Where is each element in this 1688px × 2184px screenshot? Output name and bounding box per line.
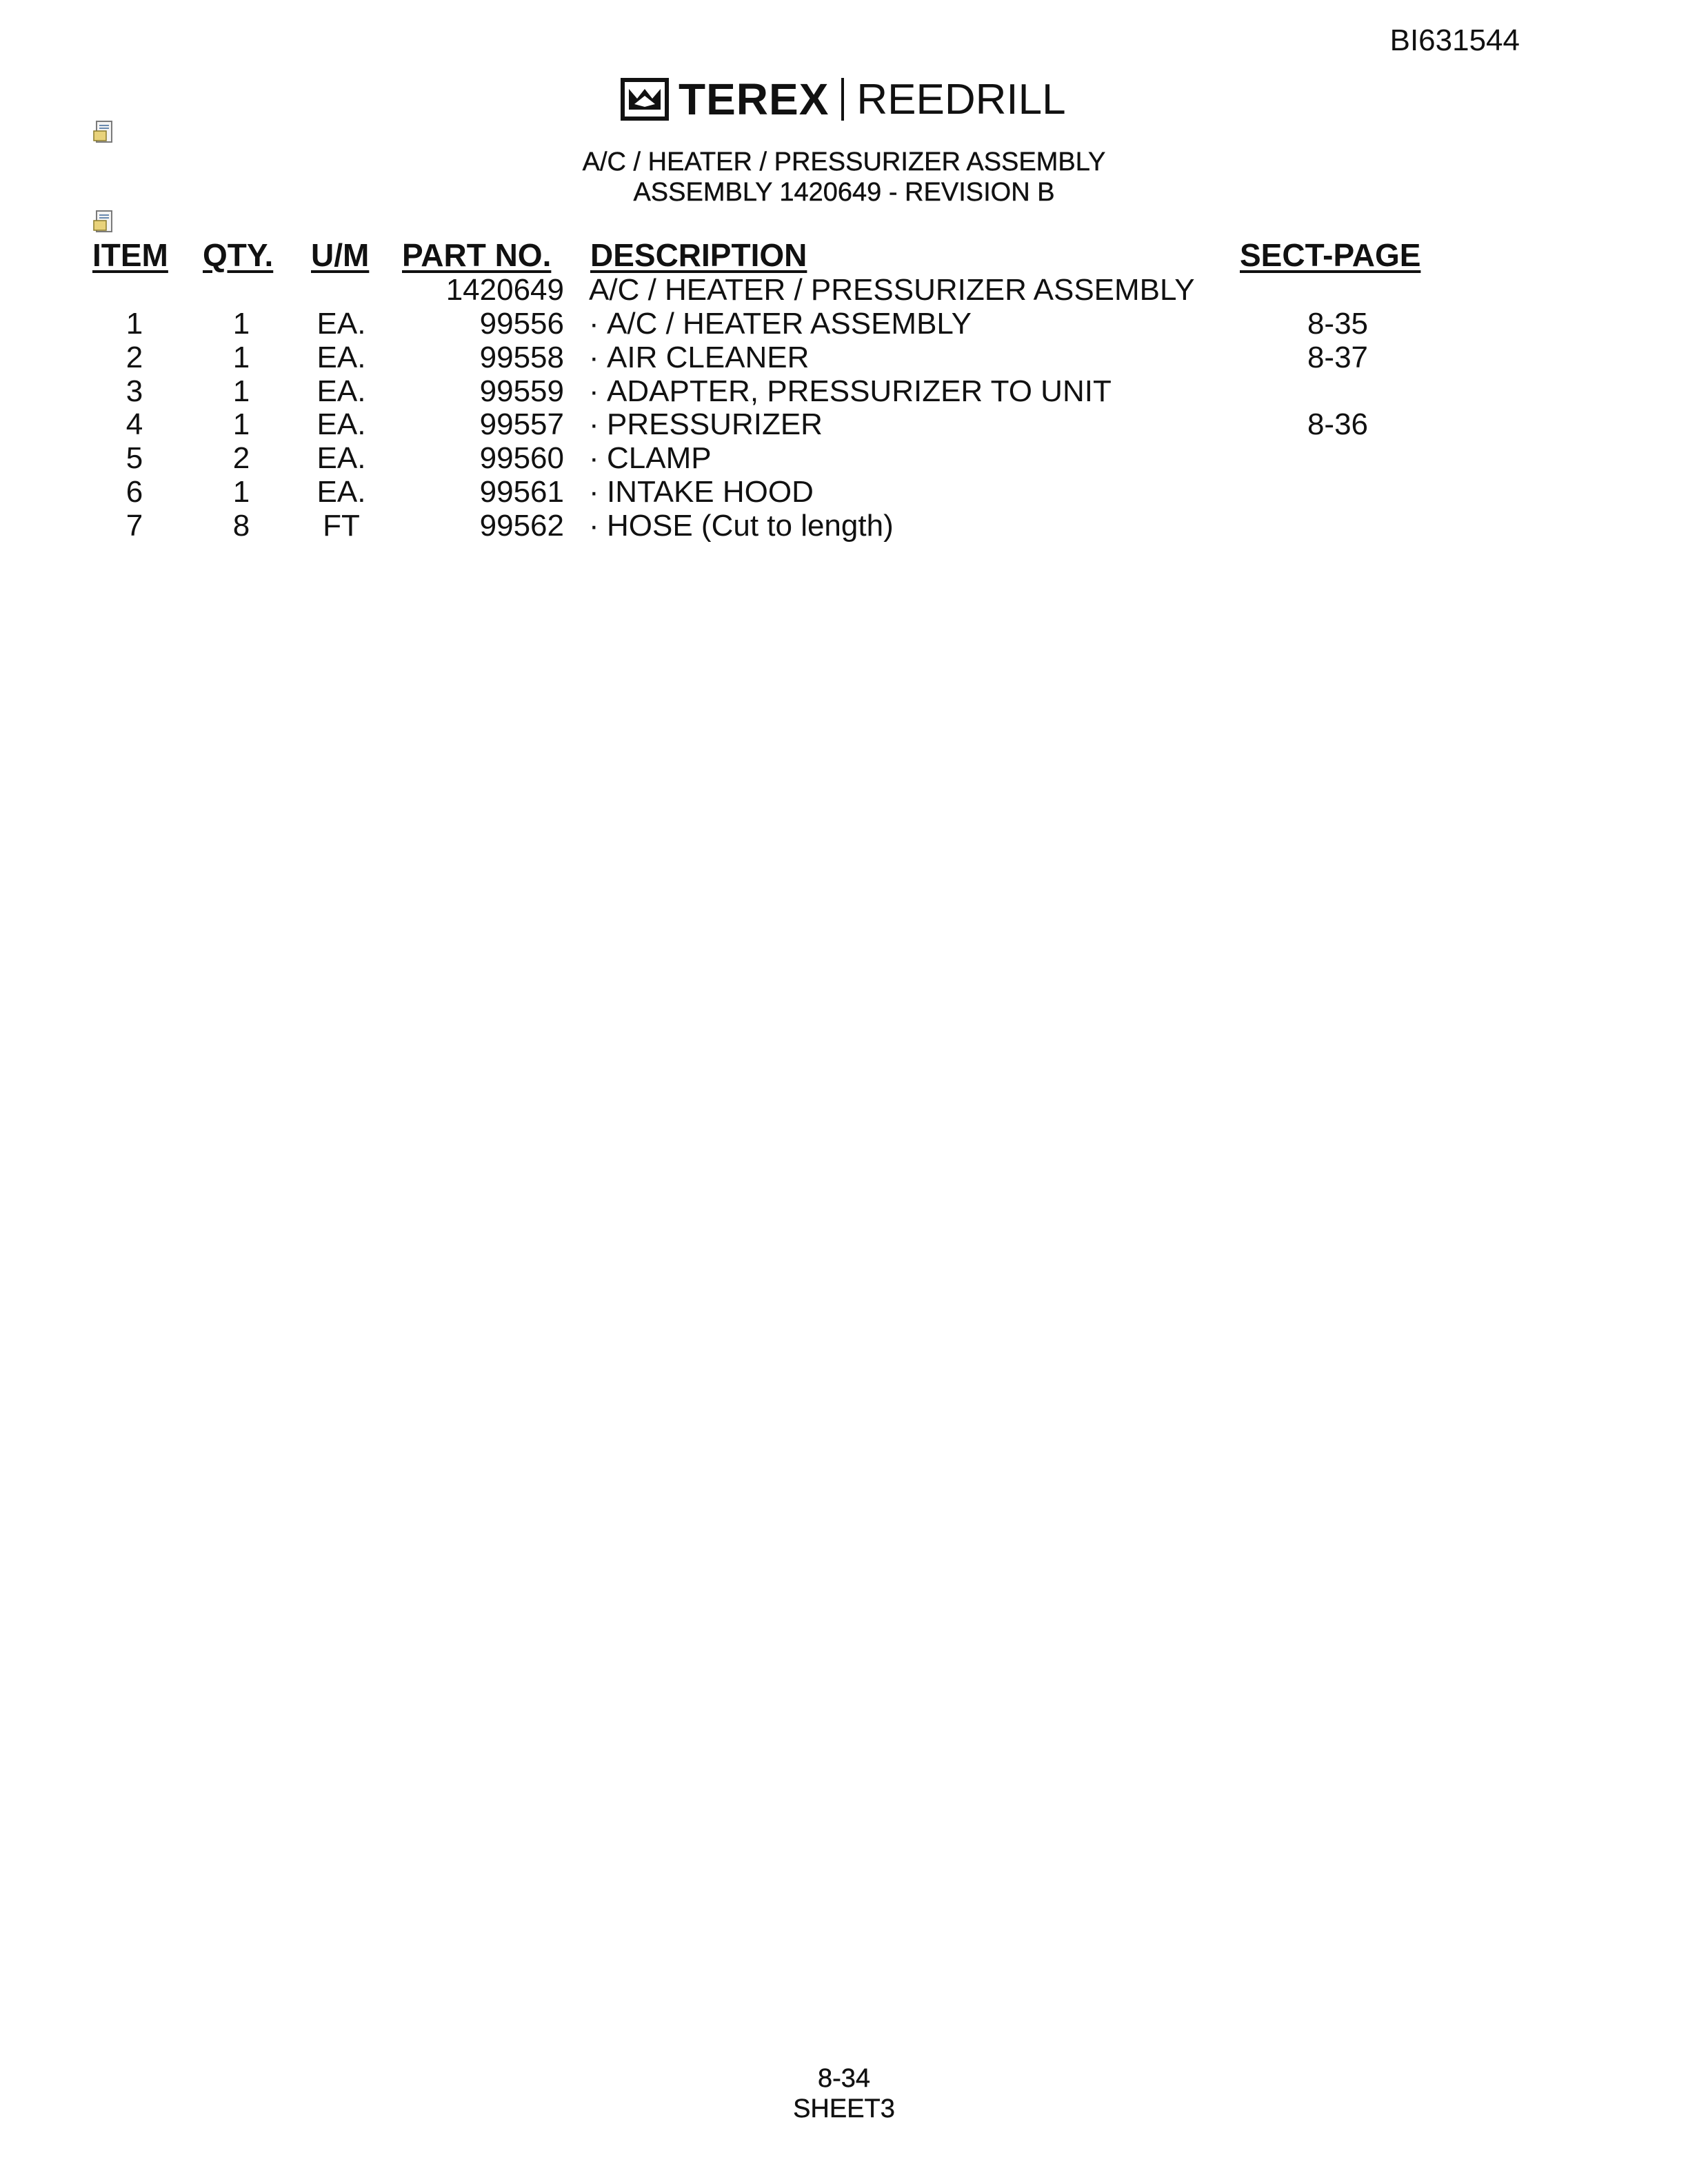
item-number: 3 [125, 374, 143, 408]
description-text: A/C / HEATER ASSEMBLY [607, 307, 972, 341]
item-number: 5 [125, 441, 143, 475]
unit-of-measure: EA. [316, 307, 366, 341]
description-text: CLAMP [607, 441, 712, 475]
unit-of-measure: EA. [316, 374, 366, 408]
header-item: ITEM [92, 237, 168, 273]
item-number: 1 [125, 307, 143, 341]
assembly-subtitle: ASSEMBLY 1420649 - REVISION B [633, 178, 1055, 207]
logo-divider [841, 78, 844, 121]
indent-bullet: · [589, 509, 599, 543]
header-qty: QTY. [203, 237, 274, 273]
description [589, 341, 809, 375]
quantity: 1 [232, 307, 250, 341]
part-number: 99558 [479, 341, 564, 374]
indent-bullet: · [589, 341, 599, 374]
quantity: 1 [232, 341, 250, 374]
description [589, 441, 712, 476]
indent-bullet: · [589, 475, 599, 509]
part-number: 99559 [479, 374, 564, 408]
attachment-icon[interactable] [92, 210, 117, 234]
quantity: 1 [232, 407, 250, 441]
document-id: BI631544 [1389, 23, 1520, 57]
quantity: 1 [232, 374, 250, 408]
header-um: U/M [311, 237, 370, 273]
assembly-title: A/C / HEATER / PRESSURIZER ASSEMBLY [582, 148, 1106, 176]
item-number: 7 [125, 509, 143, 543]
logo-brand: TEREX [679, 74, 830, 124]
part-number: 99560 [479, 441, 564, 475]
description-text: HOSE (Cut to length) [607, 509, 894, 543]
part-number: 99557 [479, 407, 564, 441]
header-part-no: PART NO. [402, 237, 552, 273]
part-number: 99561 [479, 475, 564, 509]
unit-of-measure: EA. [316, 407, 366, 441]
assembly-part-no: 1420649 [445, 273, 564, 307]
quantity: 8 [232, 509, 250, 543]
attachment-icon[interactable] [92, 120, 117, 145]
assembly-description: A/C / HEATER / PRESSURIZER ASSEMBLY [589, 273, 1195, 307]
sect-page: 8-35 [1307, 307, 1369, 341]
description-text: PRESSURIZER [607, 407, 823, 441]
item-number: 2 [125, 341, 143, 374]
terex-crown-icon [621, 78, 669, 121]
indent-bullet: · [589, 407, 599, 441]
part-number: 99556 [479, 307, 564, 341]
indent-bullet: · [589, 441, 599, 475]
description [589, 509, 894, 543]
terex-reedrill-logo [621, 72, 1066, 127]
logo-sub: REEDRILL [856, 75, 1066, 123]
unit-of-measure: FT [323, 509, 360, 543]
sheet-label: SHEET3 [793, 2094, 895, 2123]
sect-page: 8-37 [1307, 341, 1369, 374]
item-number: 6 [125, 475, 143, 509]
description [589, 407, 823, 442]
indent-bullet: · [589, 374, 599, 408]
part-number: 99562 [479, 509, 564, 543]
description-text: ADAPTER, PRESSURIZER TO UNIT [607, 374, 1112, 408]
unit-of-measure: EA. [316, 341, 366, 374]
description [589, 374, 1112, 409]
indent-bullet: · [589, 307, 599, 341]
item-number: 4 [125, 407, 143, 441]
header-sect-page: SECT-PAGE [1240, 237, 1421, 273]
page-number: 8-34 [817, 2064, 871, 2093]
unit-of-measure: EA. [316, 475, 366, 509]
description-text: INTAKE HOOD [607, 475, 814, 509]
quantity: 2 [232, 441, 250, 475]
description [589, 475, 814, 509]
sect-page: 8-36 [1307, 407, 1369, 441]
unit-of-measure: EA. [316, 441, 366, 475]
quantity: 1 [232, 475, 250, 509]
description [589, 307, 972, 341]
description-text: AIR CLEANER [607, 341, 810, 374]
header-description: DESCRIPTION [590, 237, 807, 273]
